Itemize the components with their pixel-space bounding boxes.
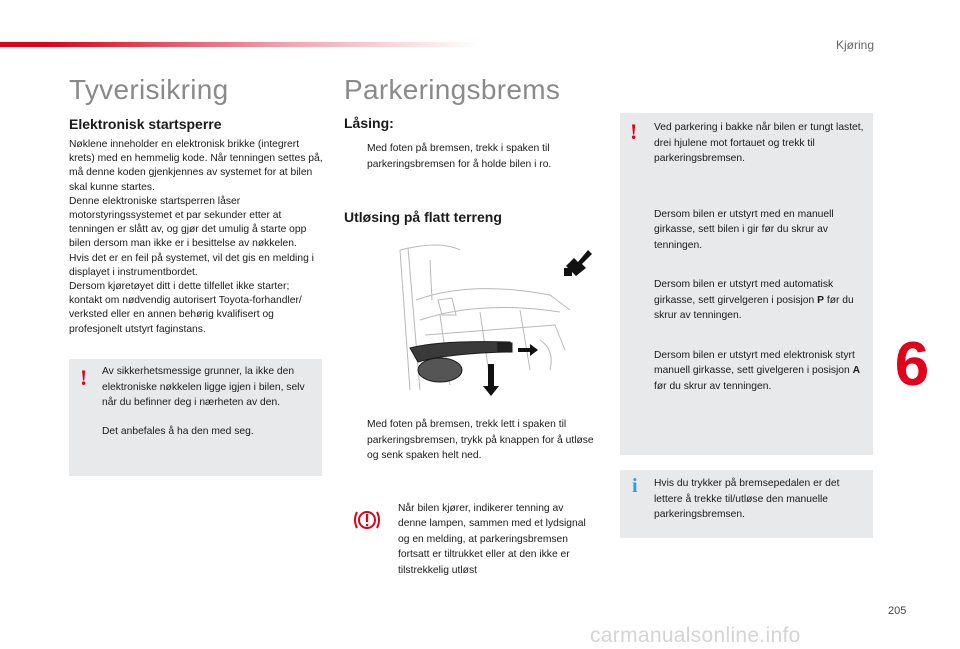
warning-icon: ! xyxy=(630,119,638,144)
utlosing-text: Med foten på bremsen, trekk lett i spaken til parkeringsbremsen, trykk på knappen for å utløse og senk spaken helt ned. xyxy=(367,419,594,461)
brake-warning-lamp-icon xyxy=(352,506,382,534)
section-title-tyverisikring: Tyverisikring xyxy=(69,74,229,105)
warning-text-1: Av sikkerhetsmessige grunner, la ikke den elektroniske nøkkelen ligge igjen i bilen, selv når du befinner deg i nærheten av den. xyxy=(102,366,305,408)
subtitle-startsperre: Elektronisk startsperre xyxy=(69,116,222,132)
hand-symbol-icon xyxy=(562,246,596,280)
warning-text-manual: Dersom bilen er utstyrt med en manuell girkasse, sett bilen i gir før du skrur av tenningen. xyxy=(654,208,834,251)
warning-text-automatic xyxy=(654,277,869,324)
electronic-post: før du skrur av tenningen. xyxy=(654,380,772,392)
paragraph: Hvis det er en feil på systemet, vil det gis en melding i displayet i instrumentbordet. xyxy=(69,252,314,278)
paragraph: Nøklene inneholder en elektronisk brikke (integrert krets) med en hemmelig kode. Når tenningen settes på, må denne koden gjenkjennes av systemet for at bilen skal kunne startes. xyxy=(69,139,323,193)
section-title-parkeringsbrems: Parkeringsbrems xyxy=(344,74,561,105)
electronic-position: A xyxy=(852,365,861,376)
paragraph: Dersom kjøretøyet ditt i dette tilfellet ikke starter; kontakt om nødvendig autorisert Toyota-forhandler/ verksted eller en annen behørig kvalifisert og profesjonelt utstyrt faginstans. xyxy=(69,281,302,335)
chapter-label: Kjøring xyxy=(835,38,874,52)
lamp-text: Når bilen kjører, indikerer tenning av denne lampen, sammen med et lydsignal og en melding, at parkeringsbremsen fortsatt er tiltrukket eller at den ikke er tilstrekkelig utløst xyxy=(398,503,586,576)
startsperre-text xyxy=(69,138,325,337)
warning-box-parking xyxy=(620,113,873,455)
info-icon: i xyxy=(632,475,638,497)
warning-box-key xyxy=(69,359,322,476)
lasing-text: Med foten på bremsen, trekk i spaken til parkeringsbremsen for å holde bilen i ro. xyxy=(367,143,552,170)
electronic-pre: Dersom bilen er utstyrt med elektronisk styrt manuell girkasse, sett givelgeren i posisjon xyxy=(654,349,855,376)
parking-warning-text xyxy=(654,120,869,394)
automatic-post: før du skrur av tenningen. xyxy=(654,294,854,321)
warning-text-2: Det anbefales å ha den med seg. xyxy=(102,425,254,437)
warning-text-slope: Ved parkering i bakke når bilen er tungt lastet, drei hjulene mot fortauet og trekk til parkeringsbremsen. xyxy=(654,122,864,164)
warning-text xyxy=(102,364,314,439)
warning-icon: ! xyxy=(80,365,88,390)
page-number: 205 xyxy=(888,605,907,617)
automatic-position: P xyxy=(817,294,824,306)
info-text: Hvis du trykker på bremsepedalen er det lettere å trekke til/utløse den manuelle parkeringsbremsen. xyxy=(654,478,840,520)
heading-lasing: Låsing: xyxy=(344,115,394,131)
header-accent-bar xyxy=(0,42,480,47)
automatic-pre: Dersom bilen er utstyrt med automatisk girkasse, sett girvelgeren i posisjon xyxy=(654,279,834,306)
chapter-number-tab: 6 xyxy=(894,330,930,399)
info-box-brake-pedal xyxy=(620,470,873,538)
watermark: carmanualsonline.info xyxy=(590,624,801,647)
warning-text-electronic xyxy=(654,348,869,395)
paragraph: Denne elektroniske startsperren låser motorstyringssystemet et par sekunder etter at tenningen er slått av, og gjør det umulig å starte opp bilen dersom man ikke er i besittelse av nøkkelen. xyxy=(69,195,307,250)
heading-utlosing: Utløsing på flatt terreng xyxy=(344,209,502,225)
